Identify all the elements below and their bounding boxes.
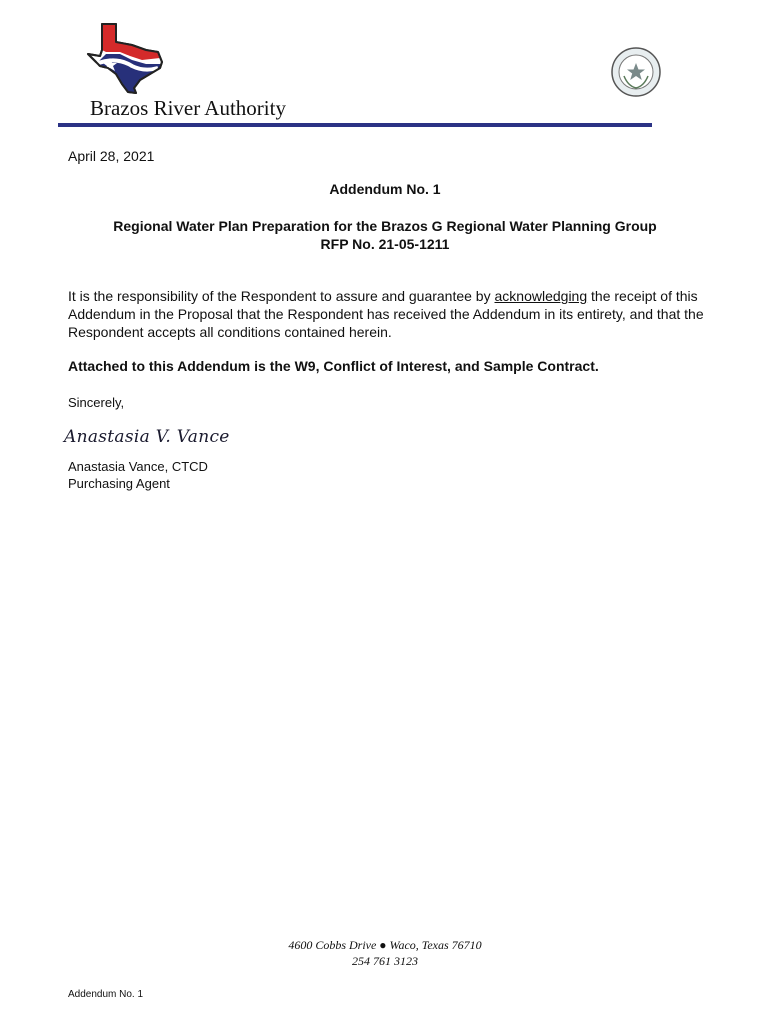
addendum-title: Addendum No. 1 bbox=[329, 181, 441, 197]
organization-name: Brazos River Authority bbox=[90, 96, 286, 120]
footer-phone: 254 761 3123 bbox=[352, 954, 418, 968]
page-footer-label: Addendum No. 1 bbox=[68, 989, 144, 1000]
signer-name: Anastasia Vance, CTCD bbox=[68, 459, 208, 474]
body-text-start: It is the responsibility of the Respondent to assure and guarantee by bbox=[68, 288, 495, 304]
texas-map-logo-icon bbox=[86, 22, 166, 94]
header-rule bbox=[58, 123, 652, 127]
closing: Sincerely, bbox=[68, 395, 125, 410]
project-title: Regional Water Plan Preparation for the Brazos G Regional Water Planning Group bbox=[113, 218, 657, 234]
letter-date: April 28, 2021 bbox=[68, 148, 155, 164]
body-paragraph bbox=[68, 287, 708, 341]
rfp-number: RFP No. 21-05-1211 bbox=[320, 236, 450, 252]
signer-title: Purchasing Agent bbox=[68, 476, 170, 491]
acknowledging-text: acknowledging bbox=[494, 288, 588, 304]
attached-note: Attached to this Addendum is the W9, Conflict of Interest, and Sample Contract. bbox=[68, 358, 599, 374]
body-text-end: the receipt of this Addendum in the Proposal that the Respondent has received the Addendum in its entirety, and that the Respondent accepts all conditions contained herein. bbox=[68, 288, 704, 340]
footer-address: 4600 Cobbs Drive ● Waco, Texas 76710 bbox=[288, 938, 482, 952]
state-of-texas-seal-icon bbox=[610, 46, 662, 98]
signature: Anastasia V. Vance bbox=[64, 427, 230, 447]
